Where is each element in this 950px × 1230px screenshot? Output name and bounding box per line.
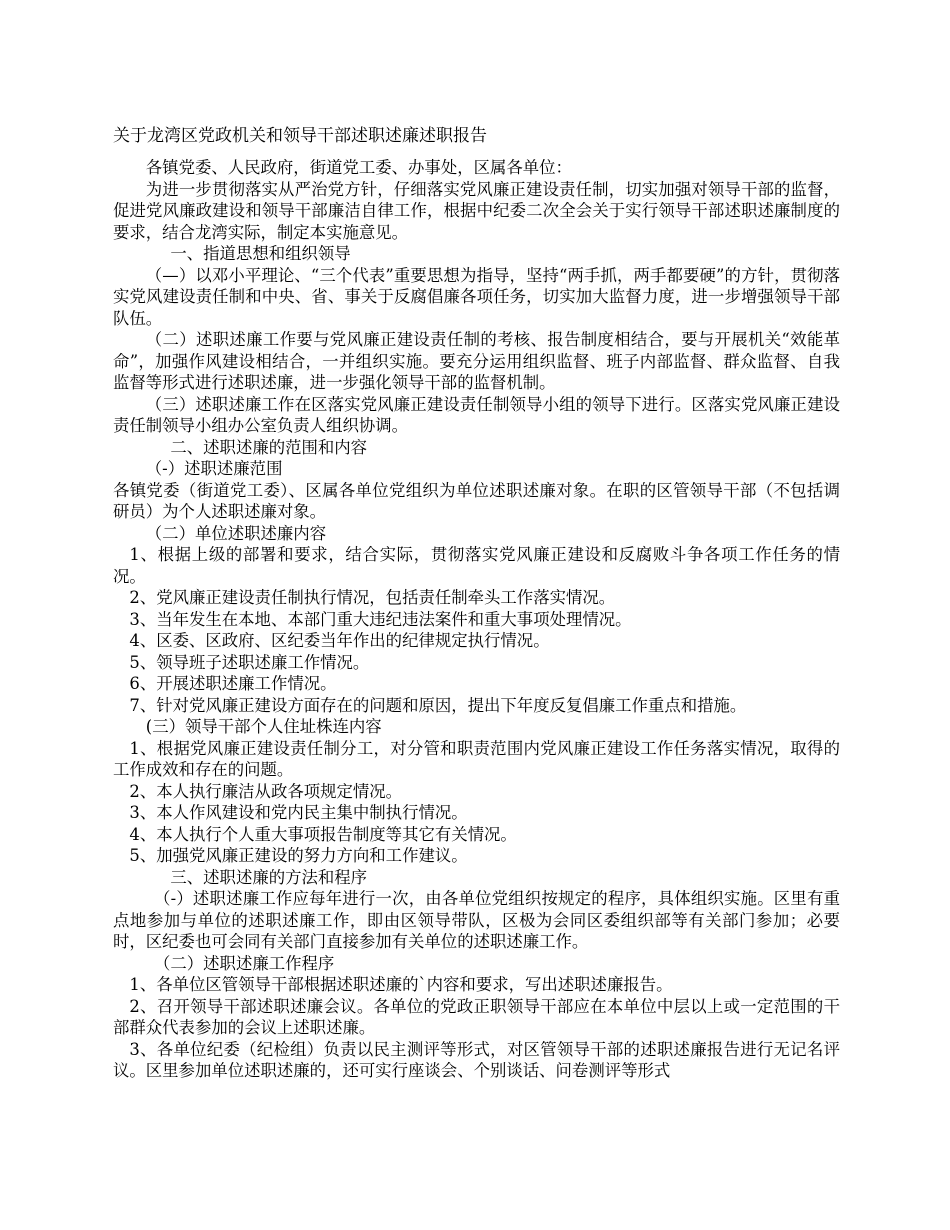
document-body — [113, 157, 840, 1082]
paragraph: （二）单位述职述廉内容 — [145, 523, 327, 543]
paragraph: 2、党风廉正建设责任制执行情况，包括责任制牵头工作落实情况。 — [129, 588, 616, 607]
paragraph: 1、各单位区管领导干部根据述职述廉的`内容和要求，写出述职述廉报告。 — [129, 975, 673, 994]
paragraph: 各镇党委（街道党工委）、区属各单位党组织为单位述职述廉对象。在职的区管领导干部（不包括调研员）为个人述职述廉对象。 — [113, 480, 840, 521]
paragraph: 3、本人作风建设和党内民主集中制执行情况。 — [129, 803, 468, 822]
paragraph: 2、本人执行廉洁从政各项规定情况。 — [129, 781, 403, 801]
paragraph: 7、针对党风廉正建设方面存在的问题和原因，提出下年度反复倡廉工作重点和措施。 — [129, 695, 747, 715]
paragraph: 为进一步贯彻落实从严治党方针，仔细落实党风廉正建设责任制，切实加强对领导干部的监督，促进党风廉政建设和领导干部廉洁自律工作，根据中纪委二次全会关于实行领导干部述职述廉制度的要求，结合龙湾实际，制定本实施意见。 — [113, 179, 840, 242]
paragraph: 4、本人执行个人重大事项报告制度等其它有关情况。 — [129, 824, 517, 844]
paragraph: （三）述职述廉工作在区落实党风廉正建设责任制领导小组的领导下进行。区落实党风廉正建设责任制领导小组办公室负责人组织协调。 — [113, 394, 840, 435]
paragraph: 三、述职述廉的方法和程序 — [170, 867, 368, 887]
paragraph: 3、当年发生在本地、本部门重大违纪违法案件和重大事项处理情况。 — [129, 609, 632, 629]
paragraph: （二）述职述廉工作程序 — [154, 953, 335, 973]
paragraph: 3、各单位纪委（纪检组）负责以民主测评等形式，对区管领导干部的述职述廉报告进行无记名评议。区里参加单位述职述廉的，还可实行座谈会、个别谈话、问卷测评等形式 — [113, 1039, 840, 1080]
paragraph: 2、召开领导干部述职述廉会议。各单位的党政正职领导干部应在本单位中层以上或一定范围的干部群众代表参加的会议上述职述廉。 — [113, 996, 840, 1037]
paragraph: 各镇党委、人民政府，街道党工委、办事处，区属各单位： — [145, 158, 572, 177]
paragraph: 一、指道思想和组织领导 — [170, 244, 351, 263]
paragraph: 4、区委、区政府、区纪委当年作出的纪律规定执行情况。 — [129, 631, 550, 650]
paragraph: 1、根据党风廉正建设责任制分工，对分管和职责范围内党风廉正建设工作任务落实情况，取得的工作成效和存在的问题。 — [113, 738, 840, 779]
paragraph: （-）述职述廉范围 — [145, 459, 283, 478]
paragraph: 二、述职述廉的范围和内容 — [170, 437, 368, 457]
paragraph: （—）以邓小平理论、“三个代表”重要思想为指导，坚持“两手抓，两手都要硬”的方针，贯彻落实党风建设责任制和中央、省、事关于反腐倡廉各项任务，切实加大监督力度，进一步增强领导干部队伍。 — [113, 265, 840, 328]
paragraph: 6、开展述职述廉工作情况。 — [129, 674, 337, 693]
paragraph: (三）领导干部个人住址株连内容 — [145, 717, 382, 736]
document-title: 关于龙湾区党政机关和领导干部述职述廉述职报告 — [113, 126, 487, 146]
paragraph: 5、领导班子述职述廉工作情况。 — [129, 652, 370, 672]
paragraph: 5、加强党风廉正建设的努力方向和工作建议。 — [129, 846, 468, 865]
paragraph: 1、根据上级的部署和要求，结合实际，贯彻落实党风廉正建设和反腐败斗争各项工作任务的情况。 — [113, 545, 840, 586]
paragraph: （-）述职述廉工作应每年进行一次，由各单位党组织按规定的程序，具体组织实施。区里有重点地参加与单位的述职述廉工作，即由区领导带队，区极为会同区委组织部等有关部门参加；必要时，区纪委也可会同有关部门直接参加有关单位的述职述廉工作。 — [113, 889, 840, 951]
paragraph: （二）述职述廉工作要与党风廉正建设责任制的考核、报告制度相结合，要与开展机关“效能革命”，加强作风建设相结合，一并组织实施。要充分运用组织监督、班子内部监督、群众监督、自我监督等形式进行述职述廉，进一步强化领导干部的监督机制。 — [113, 330, 840, 392]
